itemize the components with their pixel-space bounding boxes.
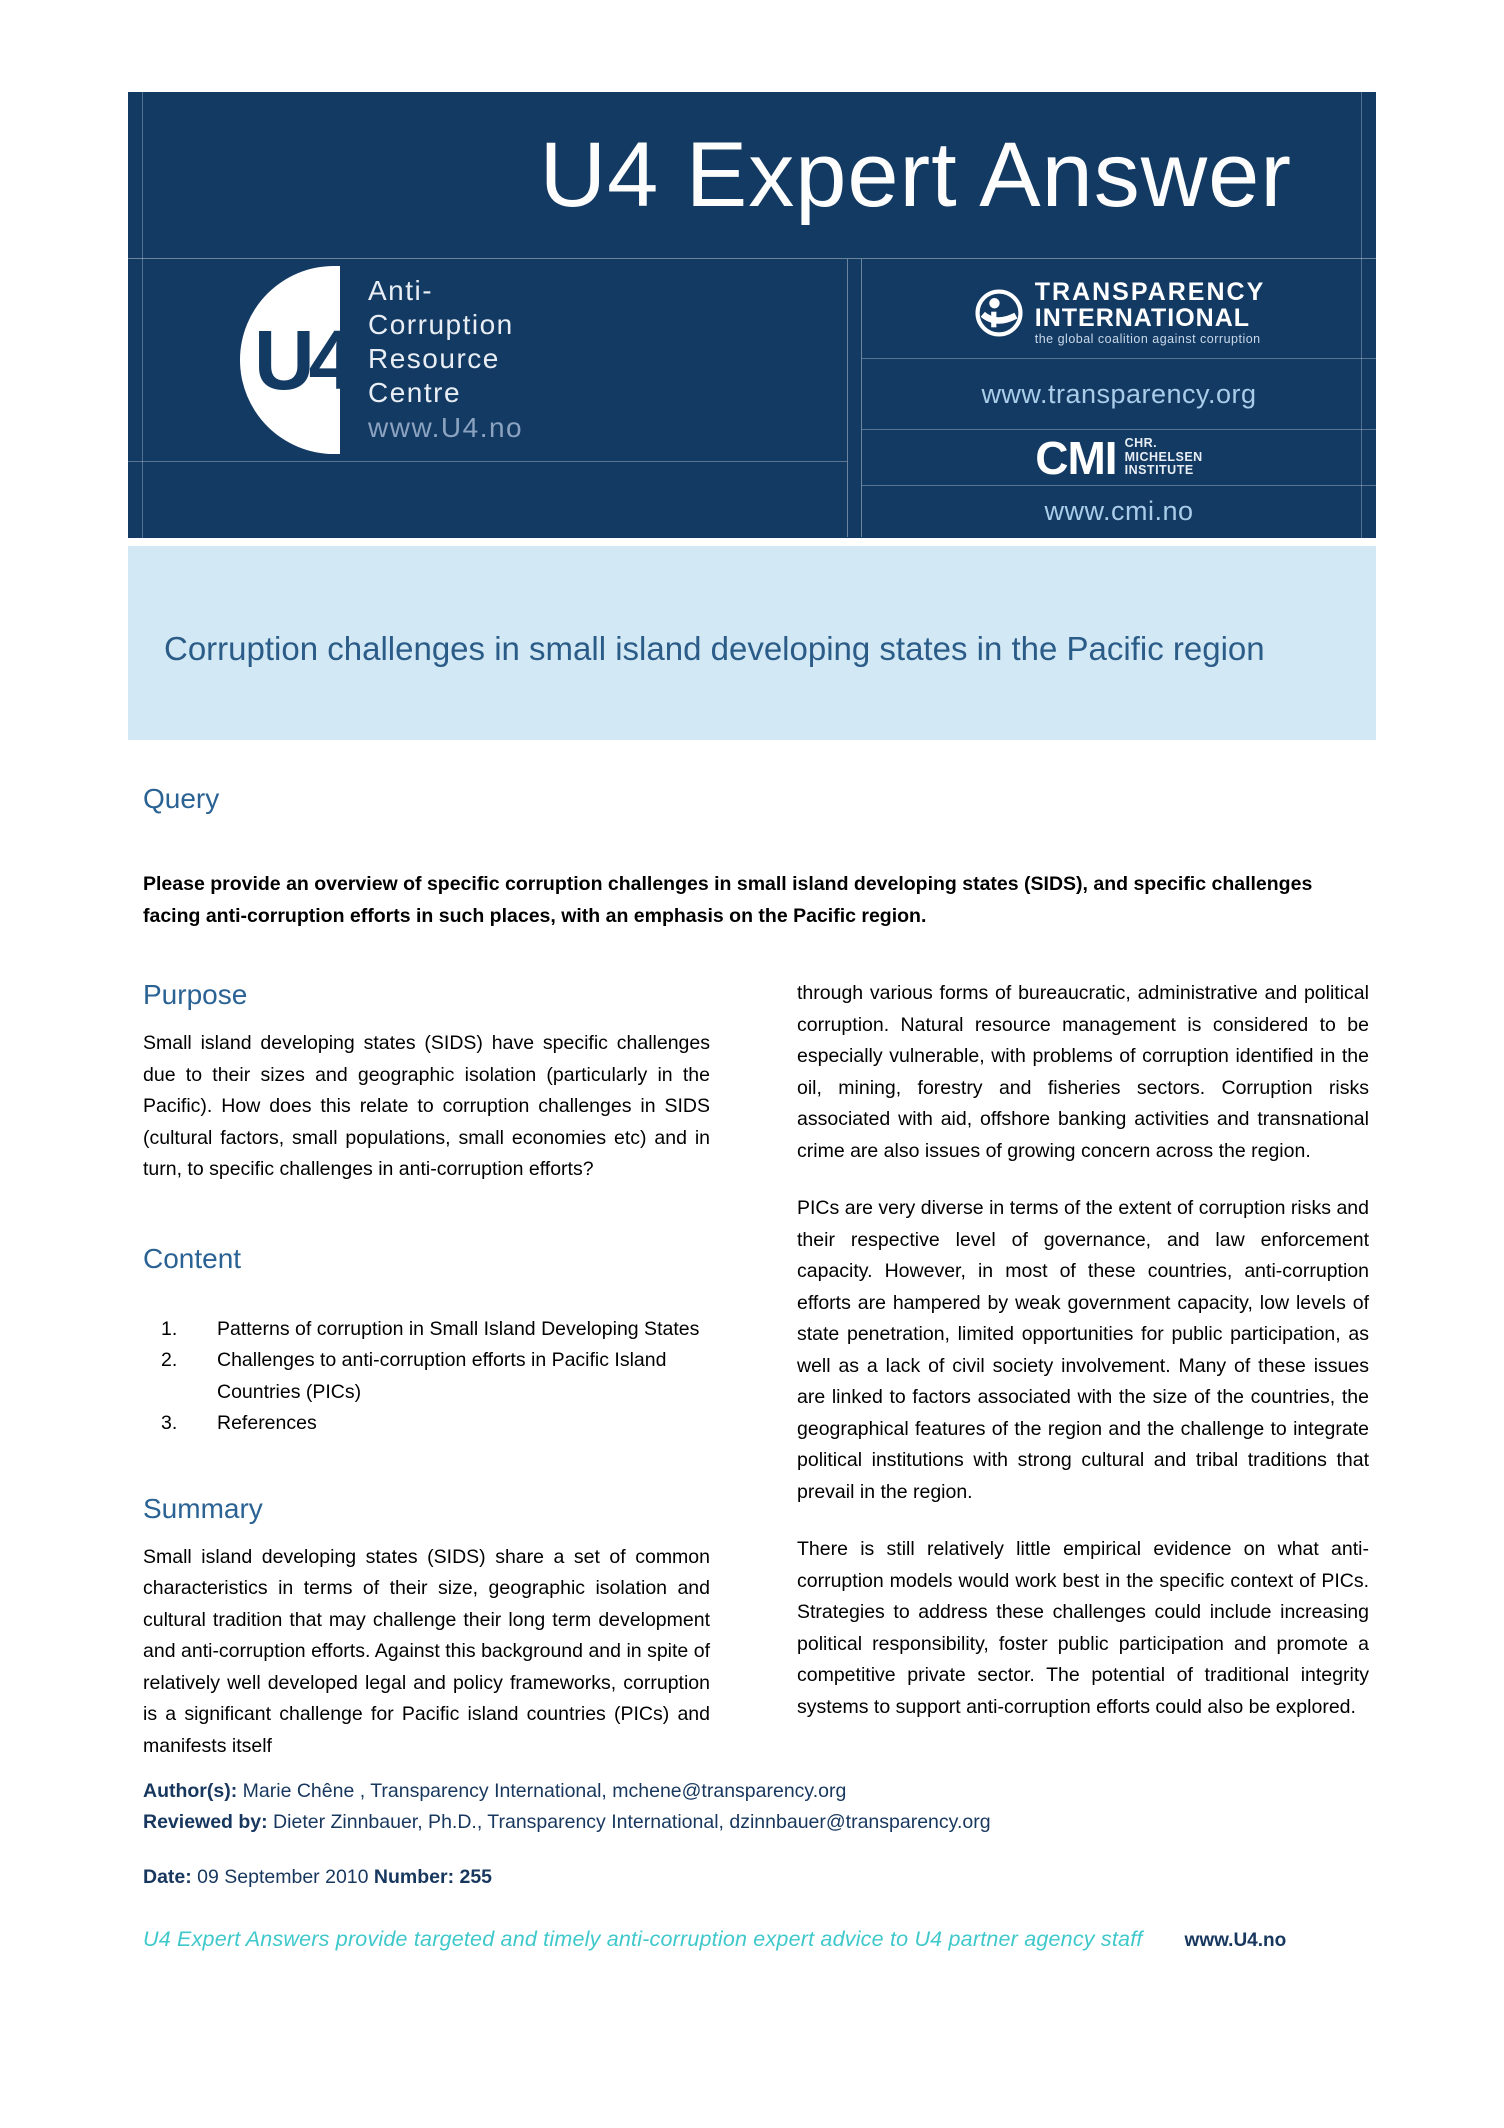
- u4-word-line: Corruption: [368, 309, 514, 340]
- ti-globe-icon: [973, 287, 1025, 339]
- partner-logos-column: [862, 259, 1376, 537]
- content-list: [143, 1314, 710, 1440]
- u4-wordmark: [368, 274, 523, 446]
- u4-logo-cell: [128, 259, 848, 537]
- cmi-mark-letters: CMI: [1035, 431, 1117, 484]
- list-item-text: Challenges to anti-corruption efforts in Pacific Island Countries (PICs): [217, 1349, 667, 1403]
- date-line: [143, 1862, 1376, 1893]
- cmi-logo: [862, 430, 1376, 486]
- title-banner: [128, 546, 1376, 740]
- document-title: Corruption challenges in small island developing states in the Pacific region: [164, 630, 1265, 667]
- body-paragraph: There is still relatively little empirical evidence on what anti-corruption models would work best in the specific context of PICs. Strategies to address these challenges could include increasing political responsibility, foster public participation and promote a competitive private sector. The potential of traditional integrity systems to support anti-corruption efforts could also be explored.: [797, 1538, 1369, 1718]
- masthead: [128, 92, 1376, 538]
- two-column-body: [143, 978, 1376, 1762]
- cmi-wordmark: [1125, 437, 1203, 478]
- query-heading: Query: [143, 783, 220, 814]
- u4-word-line: Anti-: [368, 275, 434, 306]
- u4-word-line: Resource: [368, 343, 500, 374]
- list-item: [143, 1345, 710, 1408]
- cmi-name-line1: CHR.: [1124, 436, 1158, 451]
- main-content: [143, 782, 1376, 1952]
- list-item-text: Patterns of corruption in Small Island Developing States: [217, 1317, 700, 1340]
- ti-name-line2: INTERNATIONAL: [1034, 303, 1251, 332]
- u4-logo: [240, 266, 523, 454]
- u4-mark-letters: U4: [254, 313, 350, 407]
- transparency-international-logo: [862, 259, 1376, 359]
- purpose-heading: Purpose: [143, 979, 248, 1010]
- body-paragraph: through various forms of bureaucratic, administrative and political corruption. Natural resource management is considered to be especially vulnerable, with problems of corruption identified in the oil, mining, forestry and fisheries sectors. Corruption risks associated with aid, offshore banking activities and transnational crime are also issues of growing concern across the region.: [797, 982, 1369, 1162]
- footer: [143, 1776, 1376, 1952]
- date-text: 09 September 2010: [191, 1866, 374, 1888]
- masthead-title: U4 Expert Answer: [539, 124, 1292, 226]
- u4-logo-icon: [240, 266, 352, 454]
- cmi-url: www.cmi.no: [1044, 496, 1194, 526]
- body-paragraph: PICs are very diverse in terms of the extent of corruption risks and their respective level of governance, and law enforcement capacity. However, in most of these countries, anti-corruption efforts are hampered by weak government capacity, low levels of state penetration, limited opportunities for public participation, as well as a lack of civil society involvement. Many of these issues are linked to factors associated with the size of the countries, the geographical features of the region and the challenge to integrate political institutions with strong cultural and tribal traditions that prevail in the region.: [797, 1197, 1369, 1503]
- list-item: [143, 1408, 710, 1440]
- cmi-name-line2: MICHELSEN: [1124, 449, 1203, 464]
- tagline-text: U4 Expert Answers provide targeted and timely anti-corruption expert advice to U4 partner agency staff: [143, 1927, 1143, 1951]
- list-item: [143, 1314, 710, 1346]
- left-column: [143, 978, 710, 1762]
- u4-logo-box: [128, 259, 847, 462]
- list-item-number: 3.: [161, 1412, 178, 1434]
- purpose-body: Small island developing states (SIDS) have specific challenges due to their sizes and geographic isolation (particularly in the Pacific). How does this relate to corruption challenges in SIDS (cultural factors, small populations, small economies etc) and in turn, to specific challenges in anti-corruption efforts?: [143, 1032, 710, 1180]
- u4-url: www.U4.no: [368, 412, 524, 443]
- author-text: Marie Chêne , Transparency International, mchene@transparency.org: [237, 1780, 847, 1802]
- u4-word-line: Centre: [368, 377, 462, 408]
- content-heading: Content: [143, 1242, 242, 1274]
- masthead-logo-area: [128, 259, 1376, 537]
- reviewed-line: [143, 1807, 1376, 1838]
- cmi-url-cell: [862, 486, 1376, 537]
- masthead-title-band: [128, 92, 1376, 259]
- ti-url: www.transparency.org: [981, 378, 1257, 409]
- ti-wordmark: [1035, 279, 1266, 347]
- query-text: Please provide an overview of specific corruption challenges in small island developing states (SIDS), and specific challenges facing anti-corruption efforts in such places, with an emphasis on the Pacific region.: [143, 873, 1313, 927]
- ti-url-cell: [862, 359, 1376, 430]
- u4-site-link: www.U4.no: [1184, 1930, 1287, 1951]
- summary-heading: Summary: [143, 1492, 263, 1524]
- right-column: [797, 978, 1369, 1762]
- list-item-number: 1.: [161, 1317, 178, 1340]
- list-item-number: 2.: [161, 1349, 178, 1371]
- author-line: [143, 1776, 1376, 1807]
- cmi-name-line3: INSTITUTE: [1124, 463, 1194, 478]
- number-label: Number:: [373, 1866, 455, 1888]
- ti-tagline: the global coalition against corruption: [1034, 331, 1261, 346]
- ti-name-line1: TRANSPARENCY: [1034, 277, 1266, 306]
- date-label: Date:: [143, 1866, 192, 1888]
- reviewed-label: Reviewed by:: [143, 1811, 268, 1833]
- list-item-text: References: [217, 1412, 317, 1434]
- summary-body: Small island developing states (SIDS) share a set of common characteristics in terms of their size, geographic isolation and cultural tradition that may challenge their long term development and anti-corruption efforts. Against this background and in spite of relatively well developed legal and policy frameworks, corruption is a significant challenge for Pacific island countries (PICs) and manifests itself: [143, 1545, 710, 1757]
- masthead-divider-gap: [848, 259, 862, 537]
- author-label: Author(s):: [143, 1780, 238, 1802]
- number-value: 255: [454, 1866, 493, 1888]
- reviewed-text: Dieter Zinnbauer, Ph.D., Transparency International, dzinnbauer@transparency.org: [267, 1811, 991, 1833]
- tagline-row: [143, 1927, 1376, 1952]
